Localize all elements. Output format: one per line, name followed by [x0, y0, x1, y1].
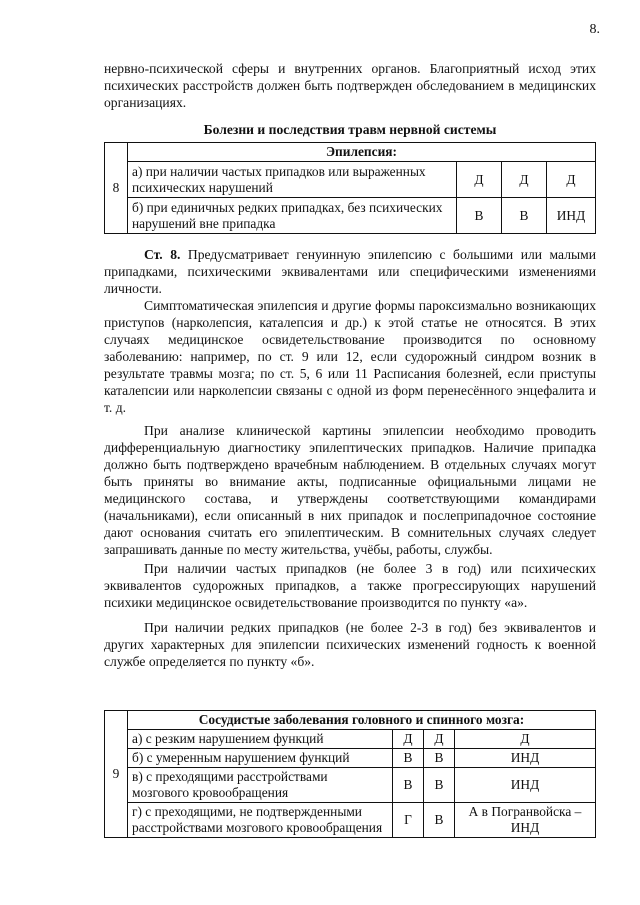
cell-col3: ИНД: [455, 749, 596, 768]
table-row: [105, 803, 596, 838]
cell-col1: В: [393, 749, 424, 768]
row-text: б) при единичных редких припадках, без психических нарушений вне припадка: [128, 198, 457, 234]
cell-col3: Д: [547, 162, 596, 198]
table-row: [105, 749, 596, 768]
vascular-diseases-table: [104, 710, 596, 838]
table-heading: Сосудистые заболевания головного и спинного мозга:: [128, 711, 596, 730]
cell-col1: Д: [393, 730, 424, 749]
cell-col1: Г: [393, 803, 424, 838]
cell-col3: А в Погранвойска – ИНД: [455, 803, 596, 838]
cell-col2: В: [424, 768, 455, 803]
cell-col1: В: [457, 198, 502, 234]
epilepsy-table: [104, 142, 596, 234]
row-text: г) с преходящими, не подтвержденными расстройствами мозгового кровообращения: [128, 803, 393, 838]
row-text: а) с резким нарушением функций: [128, 730, 393, 749]
article-paragraph: Симптоматическая эпилепсия и другие формы пароксизмально возникающих приступов (нарколепсия, каталепсия и др.) к этой статье не относятся. В этих случаях медицинское освидетельствование производится по основному заболеванию: например, по ст. 9 или 12, если судорожный синдром возник в результате травмы мозга; по ст. 5, 6 или 11 Расписания болезней, если приступы каталепсии или нарколепсии связаны с одной из форм перенесённого энцефалита и т. д.: [104, 298, 596, 415]
cell-col3: ИНД: [547, 198, 596, 234]
cell-col1: Д: [457, 162, 502, 198]
row-text: в) с преходящими расстройствами мозгового кровообращения: [128, 768, 393, 803]
row-number: 8: [105, 143, 128, 234]
intro-paragraph: нервно-психической сферы и внутренних органов. Благоприятный исход этих психических расстройств должен быть подтвержден обследованием в медицинских организациях.: [104, 61, 596, 110]
row-text: б) с умеренным нарушением функций: [128, 749, 393, 768]
article-paragraph: При анализе клинической картины эпилепсии необходимо проводить дифференциальную диагностику эпилептических припадков. Наличие припадка должно быть подтверждено врачебным наблюдением. В отдельных случаях могут быть приняты во внимание акты, подписанные официальными лицами не медицинского состава, и утверждены соответствующими командирами (начальниками), если описанный в них припадок и послеприпадочное состояние дают основания считать его эпилептическим. В сомнительных случаях следует запрашивать данные по месту жительства, учёбы, работы, службы.: [104, 423, 596, 557]
row-text: а) при наличии частых припадков или выраженных психических нарушений: [128, 162, 457, 198]
table-heading: Эпилепсия:: [128, 143, 596, 162]
article-paragraph: При наличии частых припадков (не более 3 в год) или психических эквивалентов судорожных припадков, а также прогрессирующих нарушений психики медицинское освидетельствование производится по пункту «а».: [104, 561, 596, 610]
cell-col3: Д: [455, 730, 596, 749]
cell-col1: В: [393, 768, 424, 803]
cell-col3: ИНД: [455, 768, 596, 803]
table-row: [105, 730, 596, 749]
page-number: 8.: [589, 22, 600, 37]
cell-col2: Д: [502, 162, 547, 198]
row-number: 9: [105, 711, 128, 838]
cell-col2: Д: [424, 730, 455, 749]
table-row: [105, 198, 596, 234]
table-row: [105, 768, 596, 803]
article-paragraph: При наличии редких припадков (не более 2-3 в год) без эквивалентов и других характерных для эпилепсии психических изменений годность к военной службе определяется по пункту «б».: [104, 620, 596, 669]
article-lead: Ст. 8.: [144, 247, 181, 262]
section-title: Болезни и последствия травм нервной системы: [203, 122, 497, 137]
article-8-text: [104, 246, 596, 670]
cell-col2: В: [424, 749, 455, 768]
article-paragraph: Ст. 8. Предусматривает генуинную эпилепсию с большими или малыми припадками, психическими эквивалентами или специфическими изменениями личности.: [104, 247, 596, 296]
cell-col2: В: [502, 198, 547, 234]
table-row: [105, 162, 596, 198]
cell-col2: В: [424, 803, 455, 838]
